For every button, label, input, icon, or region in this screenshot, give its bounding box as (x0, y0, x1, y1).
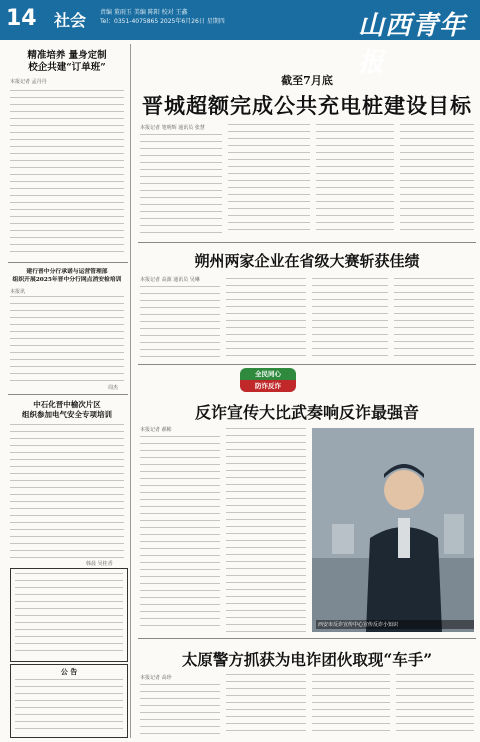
story2-col3 (312, 278, 388, 358)
story1-col3 (316, 124, 394, 234)
story3-col1 (140, 436, 220, 632)
article3-body (10, 424, 124, 558)
anti-fraud-badge (240, 368, 296, 396)
story2-col1 (140, 286, 220, 358)
divider (138, 242, 476, 243)
story4-headline: 太原警方抓获为电诈团伙取现“车手” (181, 650, 433, 669)
article2-sign: 周杰 (108, 385, 119, 391)
article1-title: 精准培养 量身定制 校企共建“订单班” (27, 50, 107, 73)
contact-line: Tel：0351-4075865 2025年6月26日 星期四 (100, 18, 225, 25)
article2-title: 建行晋中分行承诺与运营管理部 组织开展2025年晋中分行网点消安检培训 (12, 269, 122, 283)
article3-sign: 韩晨 吴桂香 (86, 561, 113, 567)
badge-line1: 全民同心 (240, 368, 296, 380)
story2-col2 (226, 278, 306, 358)
story3-byline: 本报记者 郝彬 (140, 427, 172, 433)
story2-col4 (394, 278, 474, 358)
story2-headline: 朔州两家企业在省级大赛斩获佳绩 (194, 252, 420, 270)
divider (8, 262, 128, 263)
notice-box-2 (10, 664, 128, 738)
editor-line: 责编 董雨玉 美编 陈阳 校对 王鑫 (100, 9, 188, 16)
notice-box-1-text (15, 573, 123, 657)
story4-col2 (226, 674, 306, 736)
story4-col1 (140, 684, 220, 736)
notice-box-1 (10, 568, 128, 662)
story1-col4 (400, 124, 474, 234)
story1-col2 (228, 124, 310, 234)
divider (138, 638, 476, 639)
story3-col2 (226, 428, 306, 632)
section-name: 社会 (54, 11, 87, 30)
masthead-info (100, 8, 225, 26)
story1-headline: 晋城超额完成公共充电桩建设目标 (142, 93, 472, 118)
story1-byline: 本报记者 笔明辉 通讯员 张慧 (140, 125, 205, 131)
article1-byline: 本报记者 孟丹丹 (10, 79, 47, 85)
article3-title: 中石化晋中榆次片区 组织参加电气安全专项培训 (22, 400, 112, 419)
officer-illustration (312, 428, 474, 632)
story2-byline: 本报记者 高源 通讯员 吴琳 (140, 277, 200, 283)
notice-box-2-text (15, 679, 123, 735)
story1-col1 (140, 134, 222, 234)
story1-kicker: 截至7月底 (281, 74, 333, 87)
article1-body (10, 90, 124, 258)
newspaper-logo: 山西青年报 (358, 11, 467, 78)
story4-col3 (312, 674, 390, 736)
story4-col4 (396, 674, 474, 736)
story3-headline: 反诈宣传大比武奏响反诈最强音 (194, 403, 419, 422)
page-number: 14 (6, 6, 37, 31)
story4-byline: 本报记者 高珍 (140, 675, 172, 681)
notice-title: 公 告 (60, 667, 78, 676)
anti-fraud-photo (312, 428, 474, 632)
article2-body (10, 296, 124, 384)
divider (138, 364, 476, 365)
badge-line2: 防诈反诈 (240, 380, 296, 392)
photo-caption: 西安市反诈宣传中心宣传反诈小知识 (316, 620, 474, 629)
divider (8, 394, 128, 395)
article2-byline: 本报讯 (10, 289, 26, 295)
